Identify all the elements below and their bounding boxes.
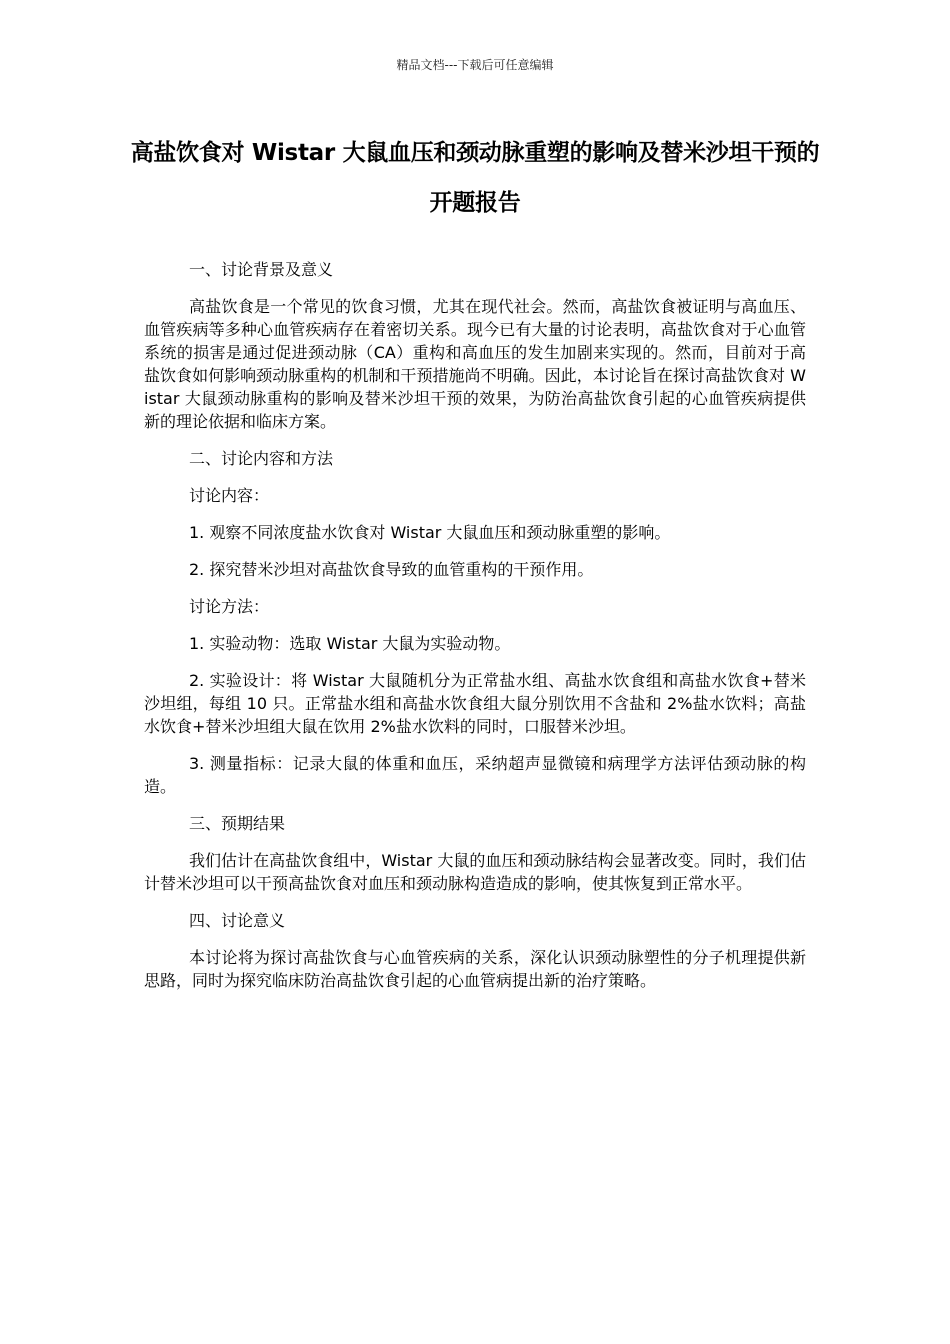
paragraph-background: 高盐饮食是一个常见的饮食习惯，尤其在现代社会。然而，高盐饮食被证明与高血压、血管疾病等多种心血管疾病存在着密切关系。现今已有大量的讨论表明，高盐饮食对于心血管系统的损害是通过促进颈动脉（CA）重构和高血压的发生加剧来实现的。然而，目前对于高盐饮食如何影响颈动脉重构的机制和干预措施尚不明确。因此，本讨论旨在探讨高盐饮食对 Wistar 大鼠颈动脉重构的影响及替米沙坦干预的效果，为防治高盐饮食引起的心血管疾病提供新的理论依据和临床方案。 [144, 297, 806, 431]
method-item-1: 1. 实验动物：选取 Wistar 大鼠为实验动物。 [189, 634, 511, 653]
content-item-1: 1. 观察不同浓度盐水饮食对 Wistar 大鼠血压和颈动脉重塑的影响。 [189, 523, 671, 542]
document-title: 高盐饮食对 Wistar 大鼠血压和颈动脉重塑的影响及替米沙坦干预的开题报告 [130, 140, 820, 216]
section-heading-expected-results: 三、预期结果 [189, 814, 286, 833]
paragraph-expected-results: 我们估计在高盐饮食组中，Wistar 大鼠的血压和颈动脉结构会显著改变。同时，我们估计替米沙坦可以干预高盐饮食对血压和颈动脉构造造成的影响，使其恢复到正常水平。 [144, 851, 806, 893]
document-body [144, 258, 806, 1006]
method-item-2: 2. 实验设计：将 Wistar 大鼠随机分为正常盐水组、高盐水饮食组和高盐水饮食+替米沙坦组，每组 10 只。正常盐水组和高盐水饮食组大鼠分别饮用不含盐和 2%盐水饮料；高盐水饮食+替米沙坦组大鼠在饮用 2%盐水饮料的同时，口服替米沙坦。 [144, 671, 806, 736]
content-item-2: 2. 探究替米沙坦对高盐饮食导致的血管重构的干预作用。 [189, 560, 594, 579]
subheading-methods: 讨论方法： [189, 597, 270, 616]
section-heading-background: 一、讨论背景及意义 [189, 260, 334, 279]
subheading-content: 讨论内容： [189, 486, 270, 505]
method-item-3: 3. 测量指标：记录大鼠的体重和血压，采纳超声显微镜和病理学方法评估颈动脉的构造。 [144, 754, 806, 796]
paragraph-significance: 本讨论将为探讨高盐饮食与心血管疾病的关系，深化认识颈动脉塑性的分子机理提供新思路，同时为探究临床防治高盐饮食引起的心血管病提出新的治疗策略。 [144, 948, 806, 990]
section-heading-significance: 四、讨论意义 [189, 911, 286, 930]
section-heading-content-methods: 二、讨论内容和方法 [189, 449, 334, 468]
header-note: 精品文档---下载后可任意编辑 [396, 58, 554, 72]
